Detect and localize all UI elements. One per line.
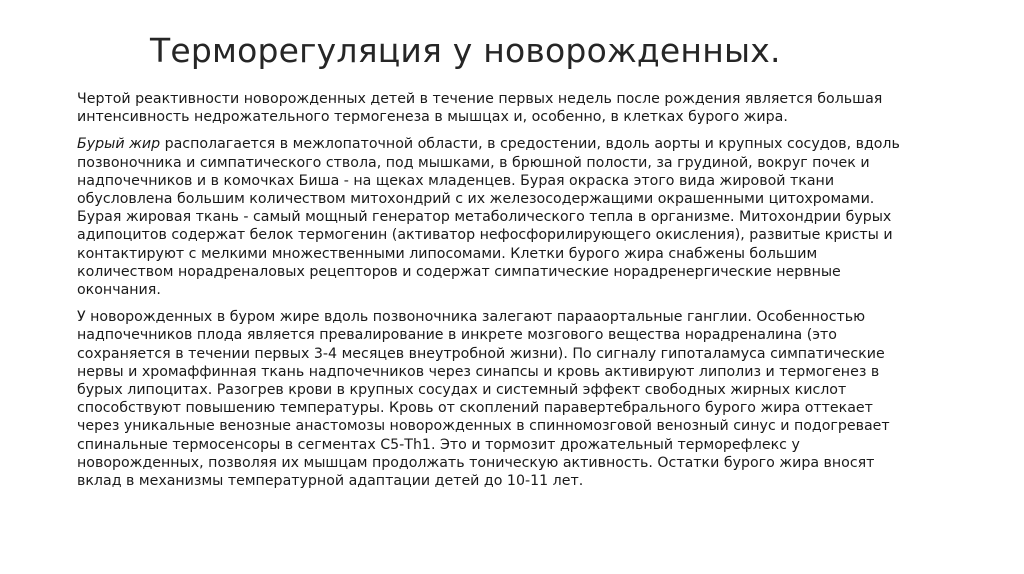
paragraph-line: интенсивность недрожательного термогенеза в мышцах и, особенно, в клетках бурого жира. <box>77 109 788 126</box>
paragraph-line: сохраняется в течении первых 3-4 месяцев внеутробной жизни). По сигналу гипоталамуса симпатические <box>77 345 885 362</box>
paragraph-line: позвоночника и симпатического ствола, под мышками, в брюшной полости, за грудиной, вокруг почек и <box>77 154 870 171</box>
paragraph-line: обусловлена большим количеством митохондрий с их железосодержащими окрашенными цитохромами. <box>77 191 875 208</box>
paragraph-line: через уникальные венозные анастомозы новорожденных в спинномозговой венозный синус и подогревает <box>77 418 890 435</box>
paragraph-line: У новорожденных в буром жире вдоль позвоночника залегают парааортальные ганглии. Особенностью <box>77 309 866 326</box>
paragraph-line: окончания. <box>77 282 161 299</box>
paragraph-line: Бурая жировая ткань - самый мощный генератор метаболического тепла в организме. Митохондрии бурых <box>77 209 892 226</box>
paragraph-line: бурых липоцитах. Разогрев крови в крупных сосудах и системный эффект свободных жирных кислот <box>77 382 847 399</box>
paragraph-line: вклад в механизмы температурной адаптации детей до 10-11 лет. <box>77 473 584 490</box>
paragraph-line: нервы и хромаффинная ткань надпочечников через синапсы и кровь активируют липолиз и термогенез в <box>77 363 880 380</box>
paragraph-line: количеством норадреналовых рецепторов и содержат симпатические норадренергические нервные <box>77 263 841 280</box>
paragraph-line: располагается в межлопаточной области, в средостении, вдоль аорты и крупных сосудов, вдоль <box>160 136 900 153</box>
paragraph-line: надпочечников плода является превалирование в инкрете мозгового вещества норадреналина (это <box>77 327 837 344</box>
slide-body <box>77 90 957 499</box>
paragraph-line: адипоцитов содержат белок термогенин (активатор нефосфорилирующего окисления), развитые кристы и <box>77 227 893 244</box>
paragraph-line: спинальные термосенсоры в сегментах С5-Th1. Это и тормозит дрожательный терморефлекс у <box>77 436 800 453</box>
paragraph-intro <box>77 90 957 126</box>
term-brown-fat: Бурый жир <box>77 136 161 153</box>
paragraph-line: контактируют с мелкими множественными липосомами. Клетки бурого жира снабжены большим <box>77 245 818 262</box>
slide-title: Терморегуляция у новорожденных. <box>150 31 781 70</box>
paragraph-line: надпочечников и в комочках Биша - на щеках младенцев. Бурая окраска этого вида жировой ткани <box>77 172 835 189</box>
paragraph-line: способствуют повышению температуры. Кровь от скоплений паравертебрального бурого жира оттекает <box>77 400 873 417</box>
paragraph-newborns <box>77 308 957 490</box>
paragraph-brown-fat <box>77 135 957 299</box>
paragraph-line: Чертой реактивности новорожденных детей в течение первых недель после рождения является большая <box>77 91 883 107</box>
paragraph-line: новорожденных, позволяя их мышцам продолжать тоническую активность. Остатки бурого жира вносят <box>77 454 875 471</box>
